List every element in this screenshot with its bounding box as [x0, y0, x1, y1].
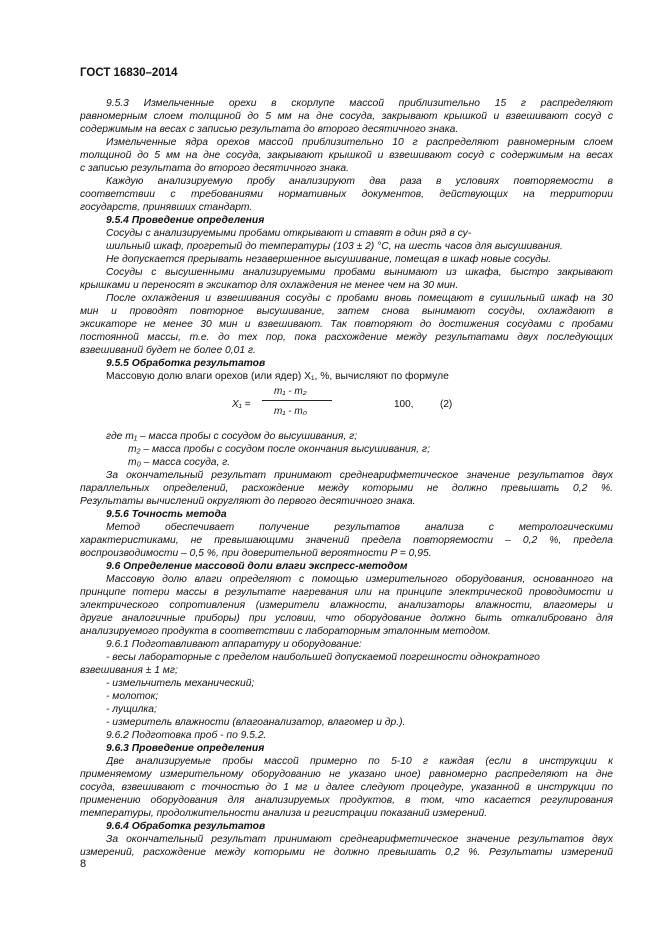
text-line: другие аналогичные приборы) при условии, что оборудование должно быть откалибровано для — [80, 613, 613, 624]
text-line: где m₁ – масса пробы с сосудом до высушивания, г; — [106, 431, 358, 442]
text-line: взвешиваний будет не более 0,01 г. — [80, 345, 256, 356]
formula — [200, 383, 500, 433]
text-line: Метод обеспечивает получение результатов анализа с метрологическими — [106, 522, 613, 533]
text-line: анализируемого продукта в соответствии с лабораторным эталонным методом. — [80, 626, 491, 637]
text-line: содержимым на весах с записью результата до второго десятичного знака. — [80, 124, 459, 135]
text-line: После охлаждения и взвешивания сосуды с пробами вновь помещают в сушильный шкаф на 30 — [106, 293, 613, 304]
text-line: Массовую долю влаги орехов (или ядер) X₁, %, вычисляют по формуле — [106, 371, 449, 382]
text-line: постоянной массы, т.е. до тех пор, пока расхождение между результатами двух последующих — [80, 332, 613, 343]
text-line: сосуда, взвешивают с точностью до 1 мг и далее следуют процедуре, указанной в инструкции по — [80, 782, 613, 793]
text-line: соответствии с требованиями нормативных документов, действующих на территории — [80, 189, 613, 200]
formula-number: (2) — [440, 399, 453, 410]
text-line: Массовую долю влаги определяют с помощью измерительного оборудования, основанного на — [106, 574, 613, 585]
text-line: температуры, продолжительности анализа и регистрации показаний измерений. — [80, 808, 488, 819]
text-line: Сосуды с высушенными анализируемыми пробами вынимают из шкафа, быстро закрывают — [106, 267, 613, 278]
document-header: ГОСТ 16830–2014 — [80, 67, 178, 79]
text-line: с записью результата до второго десятичного знака. — [80, 163, 350, 174]
text-line: 9.6.2 Подготовка проб - по 9.5.2. — [106, 730, 267, 741]
text-line: 9.6.1 Подготавливают аппаратуру и оборудование: — [106, 639, 362, 650]
text-line: шильный шкаф, прогретый до температуры (103 ± 2) °С, на шесть часов для высушивания. — [106, 241, 563, 252]
text-line: толщиной до 5 мм на дне сосуда, закрывают крышкой и взвешивают сосуд с содержимым на весах — [80, 150, 613, 161]
text-line: m₀ – масса сосуда, г. — [128, 457, 231, 468]
section-heading: 9.5.6 Точность метода — [106, 509, 227, 520]
text-line: m₂ – масса пробы с сосудом после окончания высушивания, г; — [128, 444, 430, 455]
list-item: - измельчитель механический; — [106, 678, 255, 689]
text-line: Сосуды с анализируемыми пробами открывают и ставят в один ряд в су- — [106, 228, 472, 239]
formula-denominator: m₁ - m₀ — [274, 406, 307, 417]
page-number: 8 — [80, 858, 87, 870]
text-line: мин и проводят повторное высушивание, затем снова вынимают сосуды, охлаждают в — [80, 306, 613, 317]
text-line: За окончательный результат принимают среднеарифметическое значение результатов двух — [106, 470, 613, 481]
fraction-bar — [262, 400, 332, 401]
text-line: Измельченные ядра орехов массой приблизительно 10 г распределяют равномерным слоем — [106, 137, 613, 148]
text-line: воспроизводимости – 0,5 %, при доверительной вероятности P = 0,95. — [80, 548, 432, 559]
section-heading: 9.6.4 Обработка результатов — [106, 821, 266, 832]
list-item: - лущилка; — [106, 704, 157, 715]
text-line: равномерным слоем толщиной до 5 мм на дне сосуда, закрывают крышкой и взвешивают сосуд с — [80, 111, 613, 122]
formula-lhs: X₁ = — [232, 399, 251, 410]
list-item: - весы лабораторные с пределом наибольшей допускаемой погрешности однократного — [106, 652, 540, 663]
section-heading: 9.5.4 Проведение определения — [106, 215, 265, 226]
text-line: Не допускается прерывать незавершенное высушивание, помещая в шкаф новые сосуды. — [106, 254, 552, 265]
list-item: - молоток; — [106, 691, 159, 702]
text-line: государств, принявших стандарт. — [80, 202, 253, 213]
section-heading: 9.6.3 Проведение определения — [106, 743, 265, 754]
formula-numerator: m₁ - m₂ — [274, 386, 307, 397]
text-line: характеристиками, не превышающими значений предела повторяемости – 0,2 %, предела — [80, 535, 613, 546]
list-item: - измеритель влажности (влагоанализатор, влагомер и др.). — [106, 717, 406, 728]
text-line: За окончательный результат принимают среднеарифметическое значение результатов двух — [106, 834, 613, 845]
text-line: Каждую анализируемую пробу анализируют два раза в условиях повторяемости в — [106, 176, 613, 187]
text-line: измерений, расхождение между которыми не должно превышать 0,2 %. Результаты измерений — [80, 847, 613, 858]
text-line: эксикаторе не менее 30 мин и взвешивают. Так повторяют до достижения сосудами с пробами — [80, 319, 613, 330]
text-line: применению оборудования для анализируемых продуктов, в том, что касается регулирования — [80, 795, 613, 806]
text-line: параллельных определений, расхождение между которыми не должно превышать 0,2 %. — [80, 483, 613, 494]
text-line: 9.5.3 Измельченные орехи в скорлупе массой приблизительно 15 г распределяют — [106, 98, 613, 109]
section-heading: 9.5.5 Обработка результатов — [106, 358, 266, 369]
text-line: применяемому измерительному оборудованию не указано иное) равномерно распределяют на дне — [80, 769, 613, 780]
formula-factor: 100, — [394, 399, 414, 410]
text-line: взвешивания ± 1 мг; — [80, 665, 178, 676]
text-line: Результаты вычислений округляют до первого десятичного знака. — [80, 496, 416, 507]
text-line: электрического сопротивления (измерители влажности, анализаторы влажности, влагомеры и — [80, 600, 613, 611]
text-line: крышками и переносят в эксикатор для охлаждения не менее чем на 30 мин. — [80, 280, 459, 291]
text-line: принципе потери массы в результате нагревания или на принципе электрической проводимости и — [80, 587, 613, 598]
section-heading: 9.6 Определение массовой доли влаги экспресс-методом — [106, 561, 408, 572]
text-line: Две анализируемые пробы массой примерно по 5-10 г каждая (если в инструкции к — [106, 756, 613, 767]
